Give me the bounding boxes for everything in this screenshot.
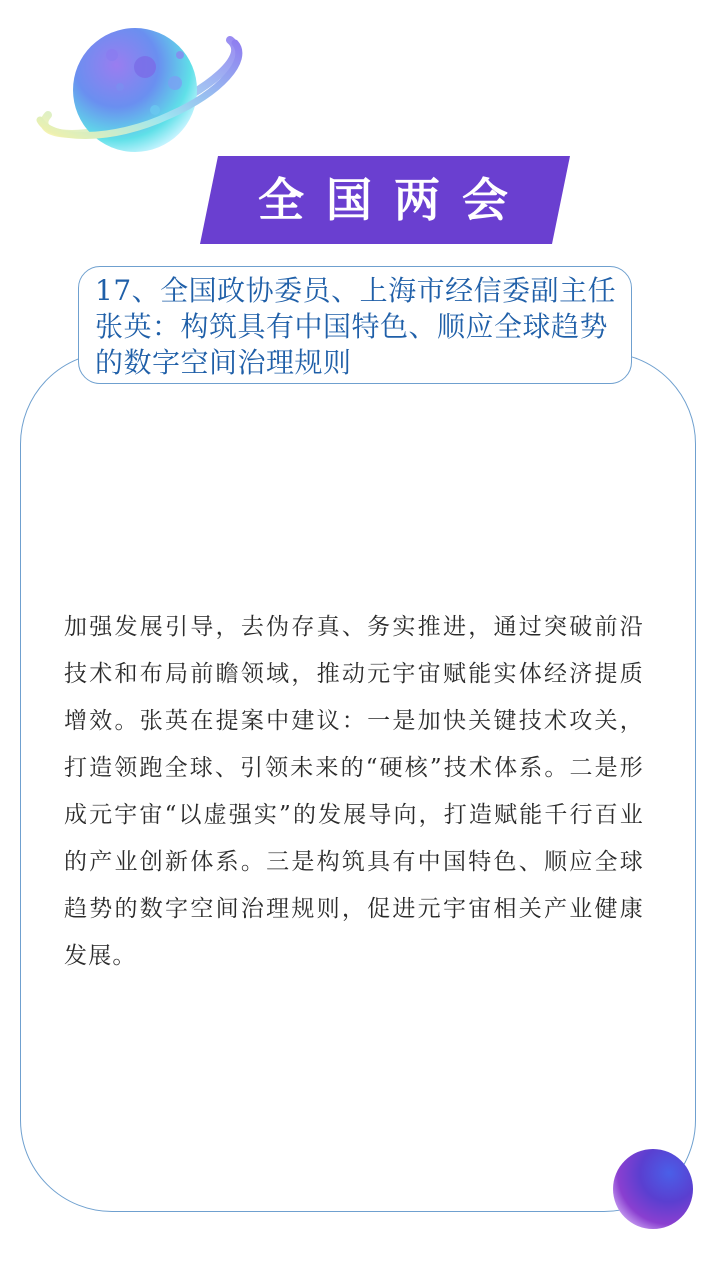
banner-title: 全国两会 <box>258 173 530 227</box>
planet-icon <box>20 15 250 165</box>
orb-icon <box>612 1148 694 1230</box>
headline-text: 17、全国政协委员、上海市经信委副主任张英：构筑具有中国特色、顺应全球趋势的数字空间治理规则 <box>95 274 617 379</box>
title-banner <box>200 156 570 244</box>
headline-box <box>78 266 632 384</box>
body-paragraph: 加强发展引导，去伪存真、务实推进，通过突破前沿技术和布局前瞻领域，推动元宇宙赋能实体经济提质增效。张英在提案中建议：一是加快关键技术攻关，打造领跑全球、引领未来的“硬核”技术体系。二是形成元宇宙“以虚强实”的发展导向，打造赋能千行百业的产业创新体系。三是构筑具有中国特色、顺应全球趋势的数字空间治理规则，促进元宇宙相关产业健康发展。 <box>64 614 644 969</box>
